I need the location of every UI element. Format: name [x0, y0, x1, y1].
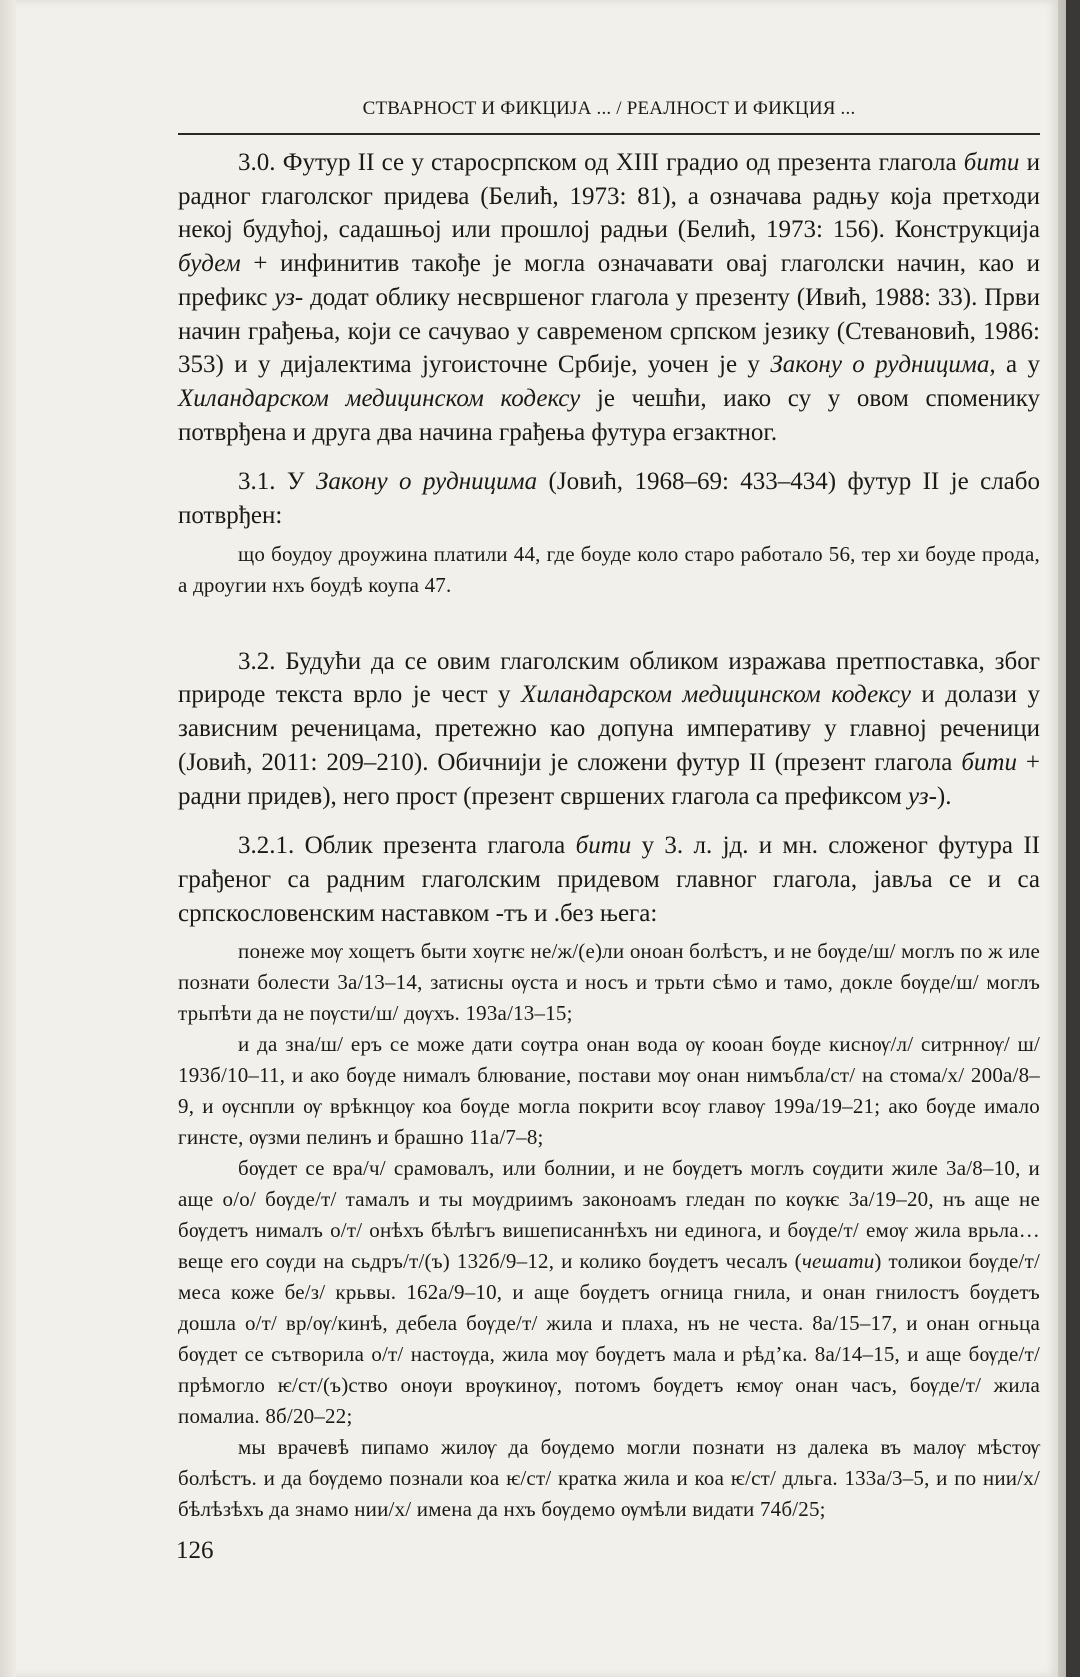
- paragraph-3-2-1: [178, 829, 1040, 930]
- text-run: додат облику несвршеног глагола у презенту (Ивић, 1988: 33). Први начин грађења, који се сачувао у савременом српском језику (Стевановић, 1986: 353) и у дијалектима југоисточне Србије, уочен је у: [178, 283, 1040, 379]
- italic-term: будем: [178, 250, 241, 278]
- background-edge: [1066, 0, 1080, 1677]
- text-run: 3.2. Будући да се овим глаголским обликом изражава претпоставка, због природе текста врло је чест у: [178, 647, 1040, 709]
- body-text: [178, 146, 1040, 1525]
- text-run: и радног глаголског придева (Белић, 1973: 81), а означава радњу која претходи некој будућој, садашњој или прошлој радњи (Белић, 1973: 156). Конструкција: [178, 149, 1040, 244]
- italic-title: Закону о рудницима,: [770, 351, 996, 379]
- italic-term: бити: [961, 748, 1017, 776]
- page-number: 126: [176, 1537, 214, 1564]
- text-run: и долази у зависним реченицама, претежно као допуна императиву у главној реченици (Јовић, 2011: 209–210). Обичнији је сложени футур II (презент глагола: [178, 681, 1040, 776]
- text-run: 3.2.1. Облик презента глагола: [238, 832, 576, 860]
- italic-term: бити: [575, 832, 632, 860]
- italic-term: бити: [963, 149, 1020, 176]
- italic-term: уз-: [274, 283, 304, 311]
- text-run: (Јовић, 1968–69: 433–434) футур II је слабо потврђен:: [178, 468, 1041, 530]
- paragraph-3-0: [178, 146, 1040, 449]
- italic-gloss: чешати: [801, 1249, 875, 1274]
- citation-block-2: и да зна/ш/ еръ се може дати сѹтра онан вода ѹ кооан бѹде киснѹ/л/ ситрннѹ/ ш/ 193б/10–11, и ако бѹде нималъ блювание, постави мѹ онан нимъбла/ст/ на стома/х/ 200а/8–9, и ѹснпли ѹ врѣкнцѹ коа бѹде могла покрити всѹ главѹ 199а/19–21; ако бѹде имало гинсте, ѹзми пелинъ и брашно 11а/7–8;: [178, 1032, 1040, 1150]
- page-binding-edge: [0, 0, 16, 1677]
- text-run: + инфинитив такође је могла означавати овај глаголски начин, као и префикс: [178, 250, 1040, 311]
- header-rule: [178, 133, 1040, 135]
- text-run: 3.0. Футур II се у старосрпском од XIII градио од презента глагола: [238, 149, 964, 176]
- text-run: ) толикои бѹде/т/ меса коже бе/з/ крьвы. 162а/9–10, и аще бѹдетъ огница гнила, и онан гнилостъ бѹдетъ дошла о/т/ вр/ѹ/кинѣ, дебела бѹде/т/ жила и плаха, нъ не честа. 8а/15–17, и онан огньца бѹдет се сътворила о/т/ настѹда, жила мѹ бѹдетъ мала и рѣд’ка. 8а/14–15, и аще бѹде/т/ прѣмогло ѥ/ст/(ъ)ство онѹи врѹкинѹ, потомъ бѹдетъ ѥмѹ онан часъ, бѹде/т/ жила помалиа. 8б/20–22;: [178, 1249, 1041, 1429]
- text-run: бѹдет се вра/ч/ срамовалъ, или болнии, и не бѹдетъ моглъ сѹдити жиле 3а/8–10, и аще о/о/ бѹде/т/ тамалъ и ты мѹдриимъ законоамъ гледан по кѹкѥ 3а/19–20, нъ аще не бѹдетъ нималъ о/т/ онѣхъ бѣлѣгъ вишеписаннѣхъ ни единога, и бѹде/т/ емѹ жила врьла… веще его сѹди на сьдръ/т/(ъ) 132б/9–12, и колико бѹдетъ чесалъ (: [178, 1156, 1040, 1274]
- text-run: + радни придев), него прост (презент свршених глагола са префиксом: [178, 748, 1041, 810]
- citation-3-1: що боудоу дроужина платили 44, где боуде коло старо работало 56, тер хи боуде прода, а дроугии нхъ боудѣ коупа 47.: [178, 541, 1040, 597]
- italic-title: Хиландарском медицинском кодексу: [178, 384, 581, 412]
- text-run: ).: [936, 782, 952, 810]
- adjacent-page-edge: [1058, 0, 1080, 1677]
- text-run: у 3. л. јд. и мн. сложеног футура II грађеног са радним глаголским придевом главног глагола, јавља се и са српскословенским наставком -тъ и .без њега:: [178, 832, 1040, 927]
- running-header: СТВАРНОСТ И ФИКЦИЈА ... / РЕАЛНОСТ И ФИКЦИЯ ...: [362, 98, 856, 119]
- text-run: а у: [995, 351, 1040, 379]
- italic-title: Хиландарском медицинском кодексу: [521, 681, 911, 709]
- paragraph-3-2: [178, 645, 1040, 814]
- citation-block-3: [178, 1153, 1040, 1432]
- italic-term: уз-: [908, 782, 937, 810]
- citation-block-1: понеже мѹ хощетъ быти хѹгѥ не/ж/(е)ли оноан болѣстъ, и не бѹде/ш/ моглъ по ж иле познати болести 3а/13–14, затисны ѹста и носъ и трьти сѣмо и тамо, докле бѹде/ш/ моглъ трьпѣти да не пѹсти/ш/ дѹхъ. 193а/13–15;: [178, 939, 1040, 1026]
- italic-title: Закону о рудницима: [316, 468, 538, 496]
- citation-block-4: мы врачевѣ пипамо жилѹ да бѹдемо могли познати нз далека въ малѹ мѣстѹ болѣстъ. и да бѹдемо познали коа ѥ/ст/ кратка жила и коа ѥ/ст/ дльга. 133а/3–5, и по нии/х/ бѣлѣзѣхъ да знамо нии/х/ имена да нхъ бѹдемо ѹмѣли видати 74б/25;: [178, 1435, 1040, 1522]
- paragraph-3-1: [178, 465, 1040, 532]
- text-run: је чешћи, иако су у овом споменику потврђена и друга два начина грађења футура егзактног.: [178, 384, 1040, 446]
- text-run: 3.1. У: [238, 468, 317, 496]
